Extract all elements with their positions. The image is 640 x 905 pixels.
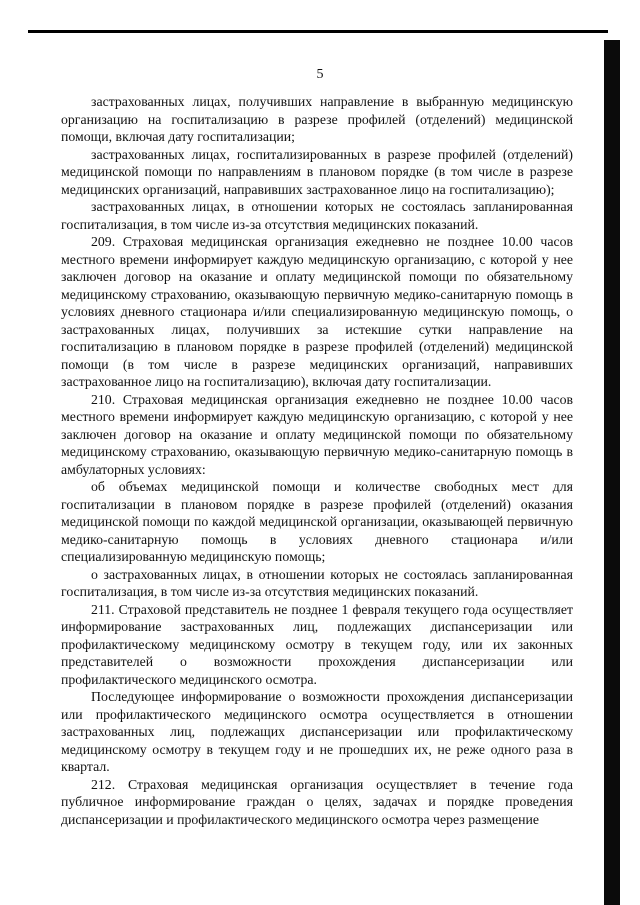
scan-right-edge-bar	[604, 40, 620, 905]
paragraph-211: 211. Страховой представитель не позднее 1 февраля текущего года осуществляет информирование застрахованных лиц, подлежащих диспансеризации или профилактическому медицинскому осмотру в текущем году, или их законных представителей о возможности прохождения диспансеризации или профилактического медицинского осмотра.	[61, 601, 573, 687]
paragraph-210: 210. Страховая медицинская организация ежедневно не позднее 10.00 часов местного времени информирует каждую медицинскую организацию, с которой у нее заключен договор на оказание и оплату медицинской помощи по обязательному медицинскому страхованию, оказывающую первичную медико-санитарную помощь в амбулаторных условиях:	[61, 391, 573, 477]
paragraph-210-item-1: об объемах медицинской помощи и количестве свободных мест для госпитализации в плановом порядке в разрезе профилей (отделений) оказания медицинской помощи по каждой медицинской организации, оказывающей первичную медико-санитарную помощь в условиях дневного стационара и/или специализированную медицинскую помощь;	[61, 479, 573, 564]
paragraph-1: застрахованных лицах, получивших направление в выбранную медицинскую организацию на госпитализацию в разрезе профилей (отделений) медицинской помощи, включая дату госпитализации;	[61, 94, 573, 144]
paragraph-210-item-2: о застрахованных лицах, в отношении которых не состоялась запланированная госпитализация, в том числе из-за отсутствия медицинских показаний.	[61, 566, 573, 599]
paragraph-212: 212. Страховая медицинская организация осуществляет в течение года публичное информирование граждан о целях, задачах и порядке проведения диспансеризации и профилактического медицинского осмотра через размещение	[61, 776, 573, 827]
scan-top-edge-line	[28, 30, 608, 33]
paragraph-211-followup: Последующее информирование о возможности прохождения диспансеризации или профилактического медицинского осмотра осуществляется в отношении застрахованных лиц, подлежащих диспансеризации или профилактическому медицинскому осмотру в текущем году и не прошедших их, не реже одного раза в квартал.	[61, 689, 573, 774]
paragraph-209: 209. Страховая медицинская организация ежедневно не позднее 10.00 часов местного времени информирует каждую медицинскую организацию, с которой у нее заключен договор на оказание и оплату медицинской помощи по обязательному медицинскому страхованию, оказывающую первичную медико-санитарную помощь в условиях дневного стационара и/или специализированную медицинскую помощь, о застрахованных лицах, получивших за истекшие сутки направление на госпитализацию в плановом порядке в разрезе профилей (отделений) медицинской помощи (в том числе в разрезе медицинских организаций, направивших застрахованное лицо на госпитализацию), включая дату госпитализации.	[61, 234, 573, 389]
document-body	[61, 93, 573, 828]
page-number: 5	[316, 67, 324, 82]
paragraph-2: застрахованных лицах, госпитализированных в разрезе профилей (отделений) медицинской помощи по направлениям в плановом порядке (в том числе в разрезе медицинских организаций, направивших застрахованное лицо на госпитализацию);	[61, 146, 573, 197]
paragraph-3: застрахованных лицах, в отношении которых не состоялась запланированная госпитализация, в том числе из-за отсутствия медицинских показаний.	[61, 199, 573, 232]
